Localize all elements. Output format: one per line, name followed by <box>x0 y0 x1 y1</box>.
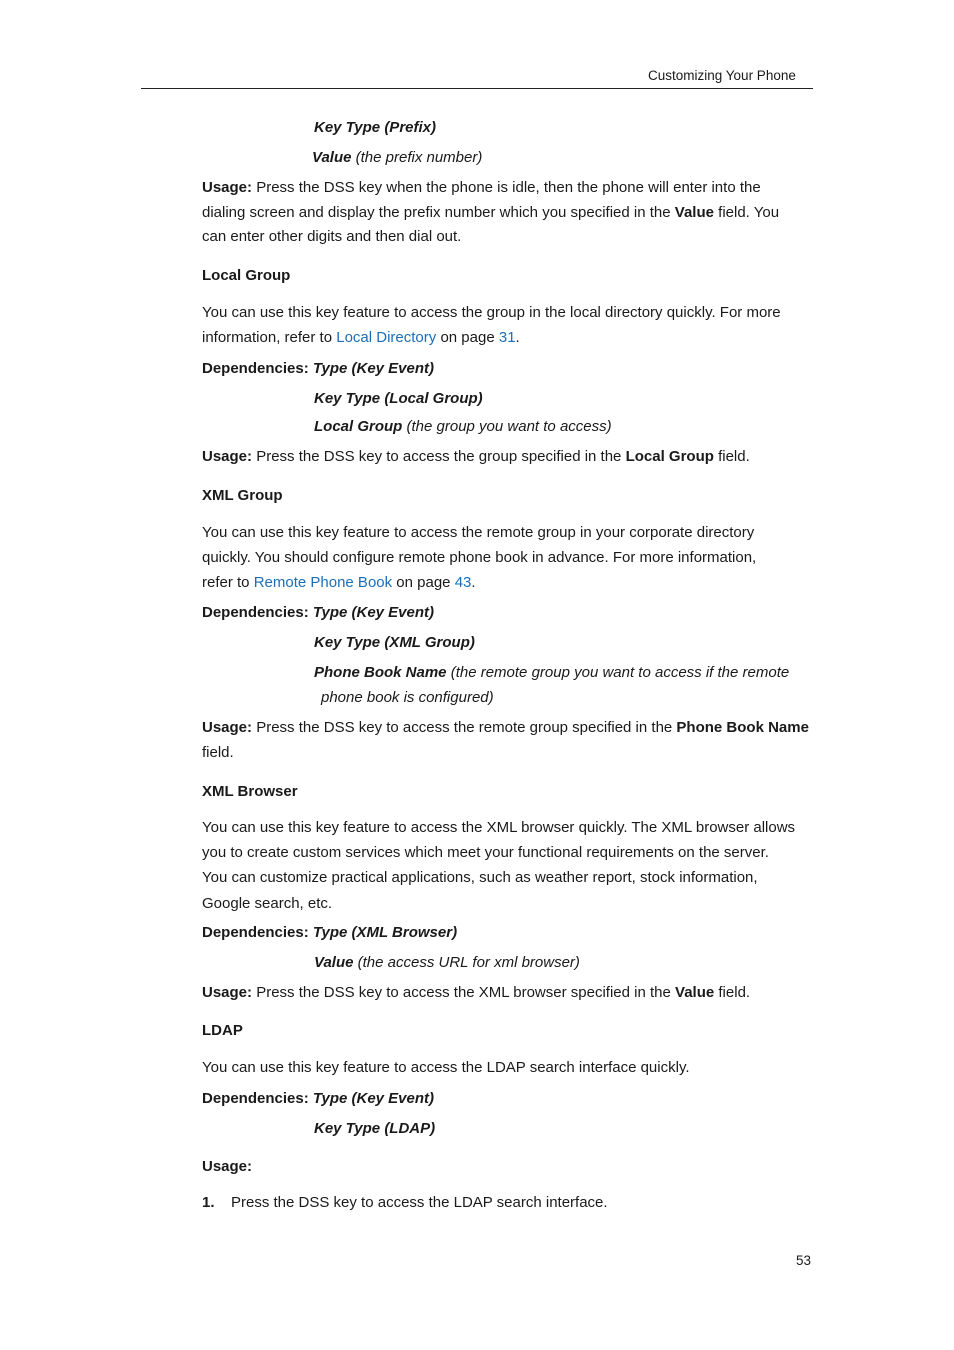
usage-text: Press the DSS key to access the remote group specified in the <box>256 719 673 736</box>
usage-label: Usage: <box>202 984 253 1001</box>
prefix-value-line <box>312 149 482 166</box>
type-label: Type <box>312 604 348 621</box>
usage-text: dialing screen and display the prefix number which you specified in the <box>202 204 671 221</box>
usage-field-name: Value <box>675 984 715 1001</box>
xml-browser-intro-line-1: You can use this key feature to access the XML browser quickly. The XML browser allows <box>202 819 796 836</box>
local-group-field <box>314 418 612 435</box>
field-label: Phone Book Name <box>314 664 447 681</box>
dependencies-label: Dependencies: <box>202 924 309 941</box>
usage-text: Press the DSS key when the phone is idle, then the phone will enter into the <box>256 179 761 196</box>
link-page-43[interactable]: 43 <box>454 574 472 591</box>
field-note: (the group you want to access) <box>406 418 612 435</box>
value-label: Value <box>314 954 354 971</box>
field-label: Local Group <box>314 418 403 435</box>
xml-group-keytype <box>314 634 475 651</box>
xml-group-usage-line-1 <box>202 719 809 736</box>
local-group-intro-line-2 <box>202 329 520 346</box>
link-page-31[interactable]: 31 <box>498 329 516 346</box>
intro-text: information, refer to <box>202 329 333 346</box>
prefix-usage-line-2 <box>202 204 779 221</box>
type-label: Type <box>312 360 348 377</box>
type-value: (Key Event) <box>351 1090 435 1107</box>
keytype-label: Key Type <box>314 634 381 651</box>
xml-group-intro-line-2: quickly. You should configure remote phone book in advance. For more information, <box>202 549 757 566</box>
xml-group-intro-line-1: You can use this key feature to access the remote group in your corporate directory <box>202 524 755 541</box>
keytype-value: (Local Group) <box>384 390 483 407</box>
xml-browser-intro-line-3: You can customize practical applications, such as weather report, stock information, <box>202 869 758 886</box>
ldap-usage-label: Usage: <box>202 1158 253 1175</box>
dependencies-label: Dependencies: <box>202 604 309 621</box>
usage-text: field. You <box>718 204 780 221</box>
usage-text: Press the DSS key to access the XML browser specified in the <box>256 984 671 1001</box>
keytype-label: Key Type <box>314 1120 381 1137</box>
keytype-label: Key Type <box>314 390 381 407</box>
xml-browser-intro-line-2: you to create custom services which meet your functional requirements on the server. <box>202 844 769 861</box>
xml-group-phonebook-line-1 <box>314 664 789 681</box>
local-group-keytype <box>314 390 483 407</box>
usage-field-name: Local Group <box>625 448 714 465</box>
usage-label: Usage: <box>202 179 253 196</box>
usage-label: Usage: <box>202 719 253 736</box>
prefix-usage-line-3: can enter other digits and then dial out. <box>202 228 462 245</box>
keytype-value: (Prefix) <box>384 119 436 136</box>
xml-group-usage-line-2: field. <box>202 744 234 761</box>
section-heading-xml-browser: XML Browser <box>202 783 298 800</box>
link-local-directory[interactable]: Local Directory <box>336 329 437 346</box>
value-note: (the prefix number) <box>355 149 483 166</box>
intro-text: refer to <box>202 574 250 591</box>
usage-label: Usage: <box>202 448 253 465</box>
xml-group-phonebook-line-2: phone book is configured) <box>321 689 494 706</box>
usage-text: field. <box>718 448 750 465</box>
intro-period: . <box>471 574 476 591</box>
xml-browser-dependencies <box>202 924 457 941</box>
xml-group-dependencies <box>202 604 434 621</box>
xml-browser-usage <box>202 984 750 1001</box>
header-rule <box>141 88 813 89</box>
type-value: (XML Browser) <box>351 924 458 941</box>
field-note: (the remote group you want to access if the remote <box>450 664 790 681</box>
section-heading-local-group: Local Group <box>202 267 291 284</box>
running-header: Customizing Your Phone <box>648 68 796 83</box>
dependencies-label: Dependencies: <box>202 360 309 377</box>
ldap-dependencies <box>202 1090 434 1107</box>
usage-field-name: Phone Book Name <box>676 719 809 736</box>
page-number: 53 <box>796 1253 812 1268</box>
ldap-step-number: 1. <box>202 1194 215 1211</box>
usage-text: field. <box>718 984 751 1001</box>
keytype-value: (XML Group) <box>384 634 475 651</box>
section-heading-ldap: LDAP <box>202 1022 243 1039</box>
local-group-dependencies <box>202 360 434 377</box>
keytype-value: (LDAP) <box>384 1120 436 1137</box>
intro-text: on page <box>440 329 495 346</box>
intro-text: on page <box>396 574 451 591</box>
intro-period: . <box>515 329 520 346</box>
type-label: Type <box>312 924 348 941</box>
xml-browser-value <box>314 954 580 971</box>
keytype-label: Key Type <box>314 119 381 136</box>
ldap-keytype <box>314 1120 435 1137</box>
xml-browser-intro-line-4: Google search, etc. <box>202 895 333 912</box>
link-remote-phone-book[interactable]: Remote Phone Book <box>253 574 393 591</box>
dependencies-label: Dependencies: <box>202 1090 309 1107</box>
section-heading-xml-group: XML Group <box>202 487 283 504</box>
local-group-intro-line-1: You can use this key feature to access the group in the local directory quickly. For more <box>202 304 781 321</box>
prefix-keytype-line <box>314 119 436 136</box>
value-note: (the access URL for xml browser) <box>357 954 580 971</box>
value-label: Value <box>312 149 352 166</box>
type-value: (Key Event) <box>351 604 435 621</box>
prefix-usage-line-1 <box>202 179 761 196</box>
xml-group-intro-line-3 <box>202 574 476 591</box>
usage-field-name: Value <box>674 204 714 221</box>
local-group-usage <box>202 448 750 465</box>
type-value: (Key Event) <box>351 360 435 377</box>
type-label: Type <box>312 1090 348 1107</box>
ldap-step-text: Press the DSS key to access the LDAP search interface. <box>231 1194 608 1211</box>
ldap-intro: You can use this key feature to access the LDAP search interface quickly. <box>202 1059 690 1076</box>
usage-text: Press the DSS key to access the group specified in the <box>256 448 622 465</box>
